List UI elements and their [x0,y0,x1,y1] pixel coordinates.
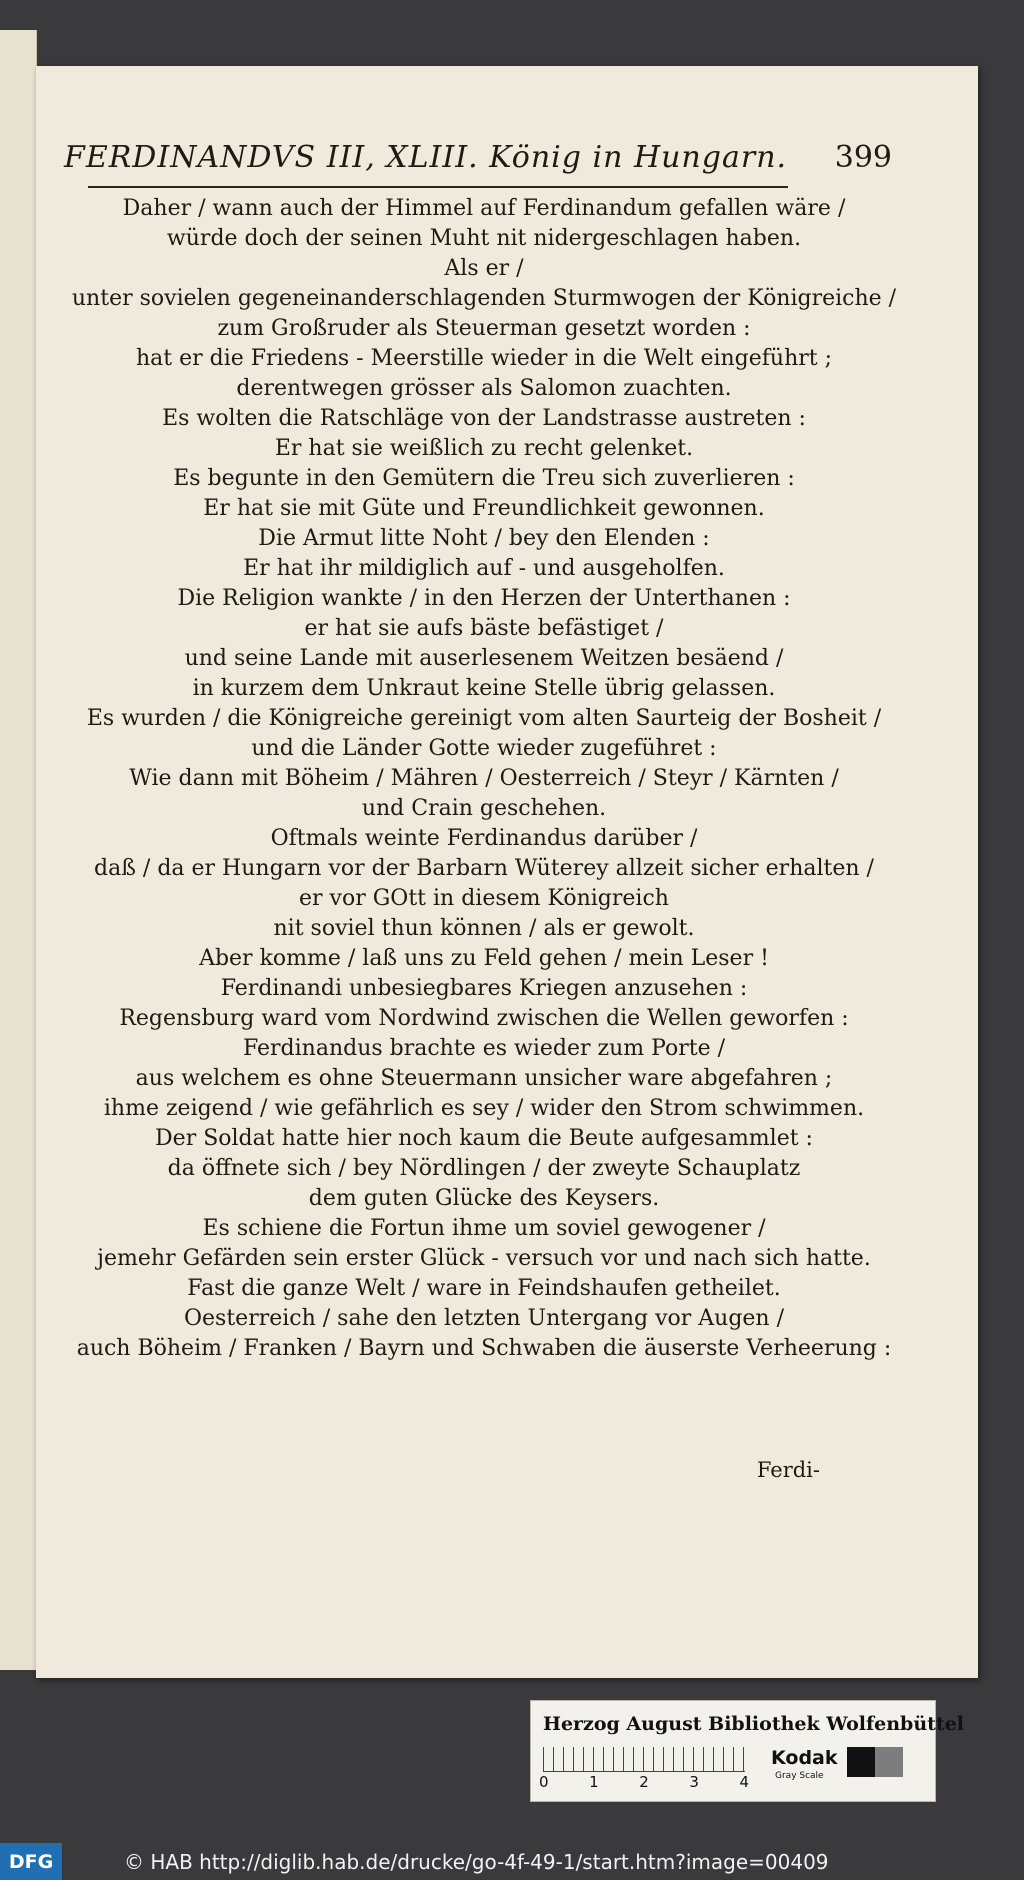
text-line: auch Böheim / Franken / Bayrn und Schwaben die äuserste Verheerung : [76,1336,892,1361]
text-line: Der Soldat hatte hier noch kaum die Beute aufgesammlet : [155,1126,813,1151]
text-line: Fast die ganze Welt / ware in Feindshaufen getheilet. [187,1276,781,1301]
text-line: Ferdinandus brachte es wieder zum Porte / [242,1036,726,1061]
text-line: zum Großruder als Steuerman gesetzt worden : [217,316,751,341]
ruler-scale [543,1747,745,1772]
text-line: Er hat ihr mildiglich auf - und ausgeholfen. [243,556,725,581]
text-line: Oesterreich / sahe den letzten Untergang vor Augen / [184,1306,784,1331]
ruler-number: 1 [589,1773,599,1791]
text-line: Regensburg ward vom Nordwind zwischen die Wellen geworfen : [119,1006,849,1031]
text-line: derentwegen grösser als Salomon zuachten. [236,376,732,401]
text-line: jemehr Gefärden sein erster Glück - versuch vor und nach sich hatte. [97,1246,871,1271]
text-line: Die Religion wankte / in den Herzen der Unterthanen : [177,586,791,611]
text-line: Aber komme / laß uns zu Feld gehen / mein Leser ! [199,946,769,971]
source-credit-link[interactable]: © HAB http://diglib.hab.de/drucke/go-4f-49-1/start.htm?image=00409 [124,1850,829,1874]
ruler-number: 4 [739,1773,749,1791]
text-line: Ferdinandi unbesiegbares Kriegen anzusehen : [220,976,748,1001]
ruler-numbers [539,1773,749,1791]
header-rule [88,186,788,188]
text-line: Es schiene die Fortun ihme um soviel gewogener / [202,1216,766,1241]
text-line: ihme zeigend / wie gefährlich es sey / wider den Strom schwimmen. [103,1096,865,1121]
catchword: Ferdi- [756,1458,820,1482]
page-body [64,194,904,1364]
library-label [530,1700,964,1802]
text-line: Es wolten die Ratschläge von der Landstrasse austreten : [162,406,806,431]
text-line: dem guten Glücke des Keysers. [308,1186,660,1211]
text-line: nit soviel thun können / als er gewolt. [273,916,695,941]
text-line: Es begunte in den Gemütern die Treu sich zuverlieren : [173,466,795,491]
text-line: Daher / wann auch der Himmel auf Ferdinandum gefallen wäre / [122,196,846,221]
library-name: Herzog August Bibliothek Wolfenbüttel [543,1713,964,1735]
page-number: 399 [834,140,892,175]
text-line: Oftmals weinte Ferdinandus darüber / [270,826,698,851]
running-header [64,140,892,180]
text-line: und seine Lande mit auserlesenem Weitzen besäend / [184,646,784,671]
text-line: da öffnete sich / bey Nördlingen / der zweyte Schauplatz [167,1156,801,1181]
kodak-subtitle: Gray Scale [775,1771,824,1781]
gray-scale-patch [847,1747,903,1777]
text-line: unter sovielen gegeneinanderschlagenden Sturmwogen der Königreiche / [71,286,897,311]
ruler-number: 2 [639,1773,649,1791]
text-line: er vor GOtt in diesem Königreich [299,886,669,911]
text-line: Die Armut litte Noht / bey den Elenden : [258,526,710,551]
text-line: daß / da er Hungarn vor der Barbarn Wüterey allzeit sicher erhalten / [94,856,874,881]
kodak-brand: Kodak [771,1747,838,1769]
ruler-number: 0 [539,1773,549,1791]
text-line: aus welchem es ohne Steuermann unsicher ware abgefahren ; [135,1066,833,1091]
text-line: er hat sie aufs bäste befästiget / [304,616,664,641]
text-line: in kurzem dem Unkraut keine Stelle übrig gelassen. [192,676,776,701]
ruler-number: 3 [689,1773,699,1791]
footer-bar [0,1843,1024,1880]
text-line: Es wurden / die Königreiche gereinigt vom alten Saurteig der Bosheit / [86,706,882,731]
running-title: FERDINANDVS III, XLIII. König in Hungarn. [64,140,788,175]
text-line: und Crain geschehen. [361,796,607,821]
text-line: hat er die Friedens - Meerstille wieder in die Welt eingeführt ; [135,346,833,371]
text-line: Wie dann mit Böheim / Mähren / Oesterreich / Steyr / Kärnten / [129,766,839,791]
text-line: Er hat sie mit Güte und Freundlichkeit gewonnen. [203,496,765,521]
text-line: Er hat sie weißlich zu recht gelenket. [274,436,694,461]
text-line: würde doch der seinen Muht nit nidergeschlagen haben. [166,226,802,251]
text-line: Als er / [444,256,524,281]
dfg-logo: DFG [0,1843,62,1880]
text-line: und die Länder Gotte wieder zugeführet : [251,736,717,761]
previous-page-edge [0,30,37,1670]
